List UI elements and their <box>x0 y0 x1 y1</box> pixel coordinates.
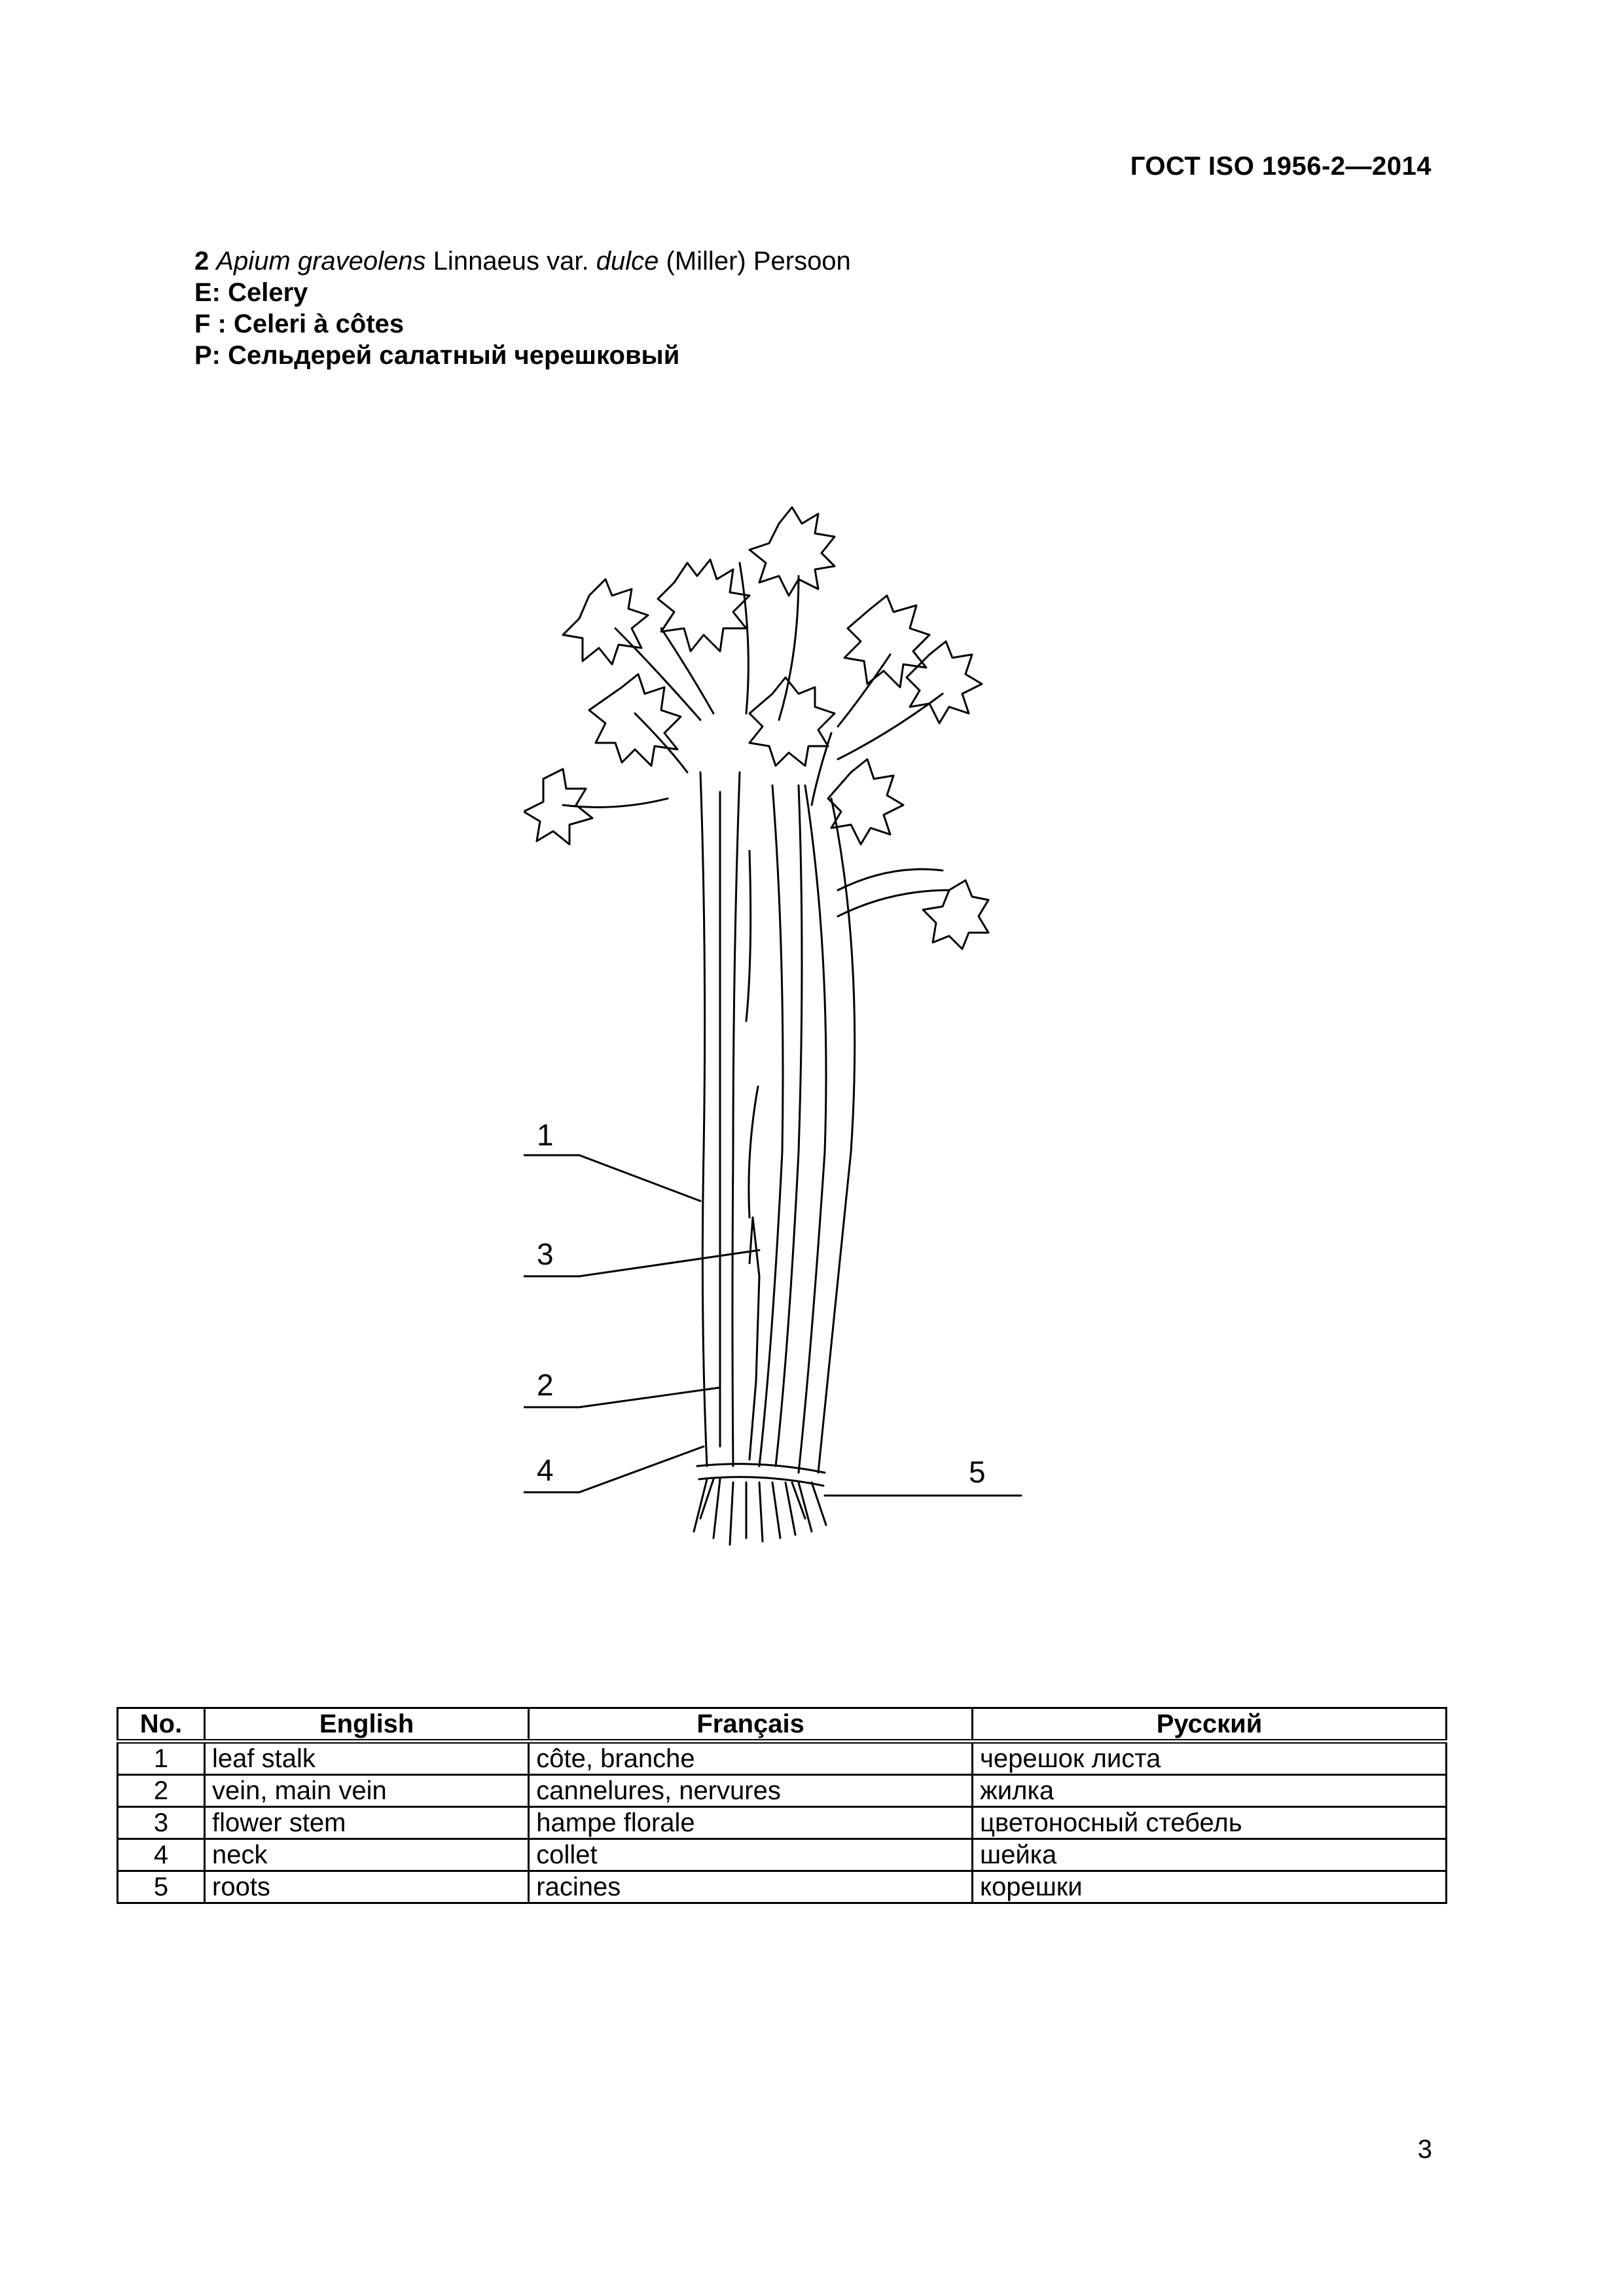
table-cell: 1 <box>118 1742 205 1775</box>
document-header: ГОСТ ISO 1956-2—2014 <box>1130 152 1432 181</box>
russian-name: Сельдерей салатный черешковый <box>228 341 680 370</box>
table-cell: 3 <box>118 1807 205 1839</box>
table-cell: roots <box>205 1871 529 1903</box>
table-row <box>118 1807 1447 1839</box>
authority: Linnaeus var. <box>433 247 589 276</box>
table-cell: neck <box>205 1839 529 1871</box>
species-heading <box>194 245 851 371</box>
english-name-line <box>194 277 851 308</box>
page-number: 3 <box>1417 2135 1432 2164</box>
celery-drawing <box>524 497 1034 1610</box>
column-header: Русский <box>973 1708 1447 1742</box>
table-row <box>118 1871 1447 1903</box>
genus-species: Apium graveolens <box>216 247 426 276</box>
lang-prefix: F : <box>194 310 226 338</box>
french-name: Celeri à côtes <box>234 310 405 338</box>
table-cell: hampe florale <box>529 1807 973 1839</box>
lang-prefix: P: <box>194 341 221 370</box>
russian-name-line <box>194 340 851 371</box>
table-cell: racines <box>529 1871 973 1903</box>
table-cell: vein, main vein <box>205 1775 529 1807</box>
table-cell: жилка <box>973 1775 1447 1807</box>
scientific-name-line <box>194 245 851 277</box>
callout-label: 2 <box>537 1368 554 1402</box>
callout-label: 4 <box>537 1453 554 1487</box>
lang-prefix: E: <box>194 278 221 307</box>
column-header: Français <box>529 1708 973 1742</box>
table-cell: cannelures, nervures <box>529 1775 973 1807</box>
callout-label: 3 <box>537 1237 554 1271</box>
french-name-line <box>194 308 851 340</box>
entry-number: 2 <box>194 247 209 276</box>
table-cell: leaf stalk <box>205 1742 529 1775</box>
english-name: Celery <box>228 278 308 307</box>
table-cell: цветоносный стебель <box>973 1807 1447 1839</box>
table-row <box>118 1775 1447 1807</box>
column-header: English <box>205 1708 529 1742</box>
table-row <box>118 1839 1447 1871</box>
variety: dulce <box>596 247 659 276</box>
table-cell: 2 <box>118 1775 205 1807</box>
callout-label: 1 <box>537 1118 554 1152</box>
celery-illustration <box>524 497 1034 1610</box>
table-row <box>118 1742 1447 1775</box>
table-cell: корешки <box>973 1871 1447 1903</box>
table-cell: flower stem <box>205 1807 529 1839</box>
table-cell: collet <box>529 1839 973 1871</box>
table-cell: 4 <box>118 1839 205 1871</box>
table-header-row <box>118 1708 1447 1742</box>
table-cell: 5 <box>118 1871 205 1903</box>
legend-table <box>117 1707 1447 1904</box>
variety-authority: (Miller) Persoon <box>666 247 851 276</box>
callout-label: 5 <box>969 1455 986 1489</box>
table-cell: côte, branche <box>529 1742 973 1775</box>
table-cell: шейка <box>973 1839 1447 1871</box>
column-header: No. <box>118 1708 205 1742</box>
table-cell: черешок листа <box>973 1742 1447 1775</box>
